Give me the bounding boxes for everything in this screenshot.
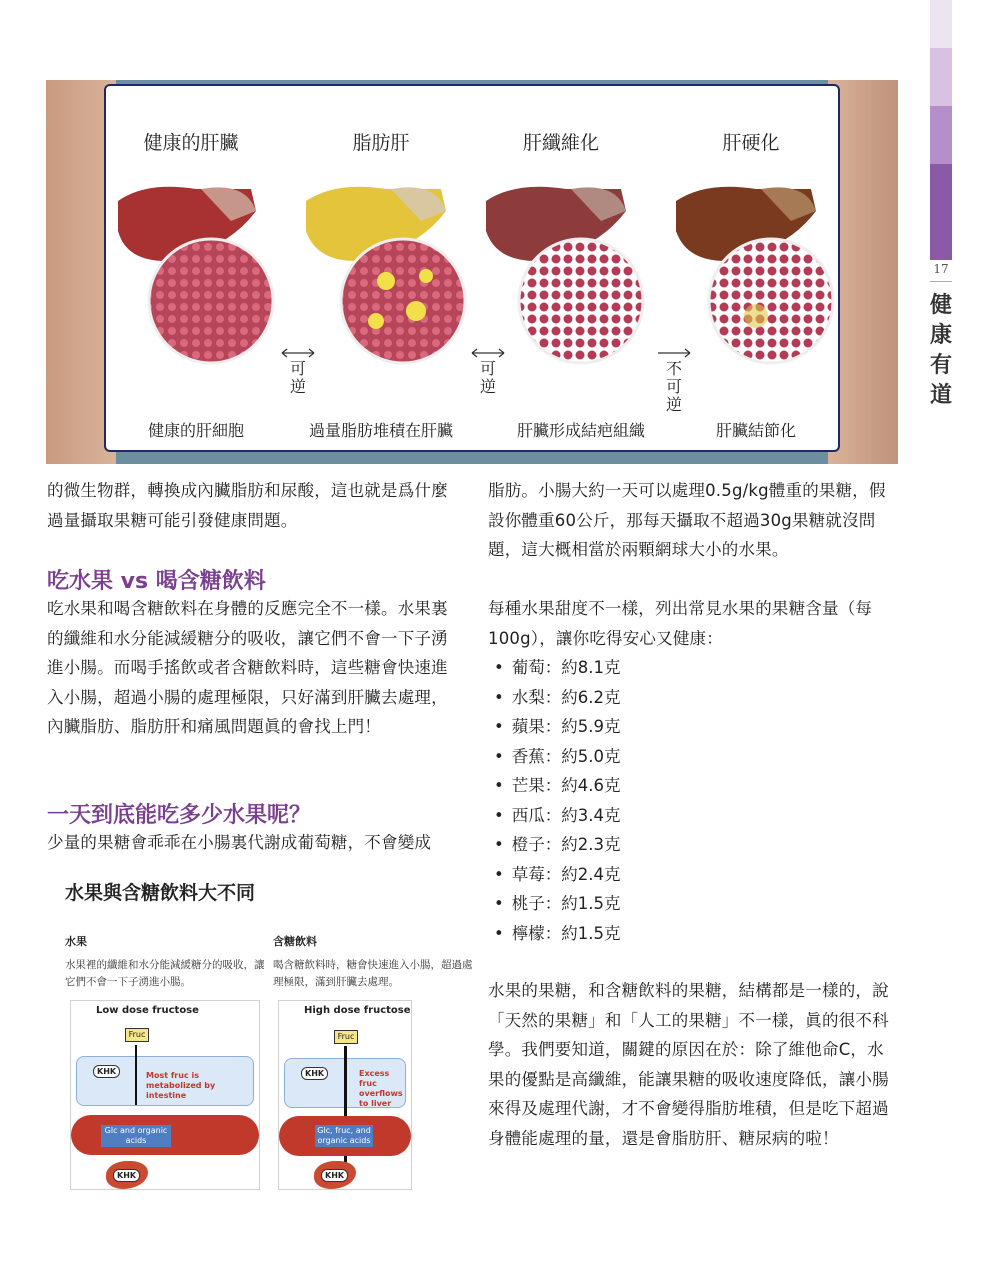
- fructose-list: [494, 653, 794, 948]
- tab-strip-1: [930, 0, 952, 48]
- flow-arrow: [344, 1046, 347, 1176]
- glc-label: Glc and organic acids: [101, 1125, 171, 1147]
- khk-label: KHK: [321, 1169, 348, 1182]
- fruit-text: 水果裡的纖維和水分能減緩糖分的吸收，讓它們不會一下子湧進小腸。: [65, 959, 265, 988]
- double-arrow-icon: [470, 348, 506, 358]
- fruc-label: Fruc: [334, 1030, 358, 1044]
- drink-heading: 含糖飲料: [273, 935, 317, 948]
- list-item: • 葡萄：約8.1克: [494, 653, 794, 683]
- stage-title-healthy: 健康的肝臟: [143, 132, 239, 154]
- list-item: • 蘋果：約5.9克: [494, 712, 794, 742]
- stage-caption: 健康的肝細胞: [147, 421, 244, 440]
- section-char: 有: [929, 352, 952, 378]
- liver-cirrhosis: [676, 187, 833, 363]
- khk-label: KHK: [113, 1169, 140, 1182]
- inset-title: 水果與含糖飲料大不同: [65, 882, 256, 904]
- paragraph-small-fructose: 少量的果糖會乖乖在小腸裏代謝成葡萄糖，不會變成: [47, 833, 432, 852]
- low-dose-diagram: [70, 1000, 260, 1190]
- stage-title-fatty: 脂肪肝: [352, 132, 410, 154]
- arrow-label: [478, 360, 498, 396]
- liver-fibrosis: [486, 187, 643, 363]
- paragraph-fruit-sweetness: 每種水果甜度不一樣，列出常見水果的果糖含量（每100g），讓你吃得安心又健康：: [488, 599, 873, 648]
- section-char: 道: [929, 382, 952, 408]
- list-item: • 桃子：約1.5克: [494, 889, 794, 919]
- arrow-char: 不: [665, 359, 682, 378]
- khk-label: KHK: [93, 1065, 120, 1078]
- section-char: 健: [929, 292, 952, 318]
- high-dose-diagram: [278, 1000, 412, 1190]
- arrow-char: 逆: [289, 377, 306, 396]
- diagram-title: High dose fructose: [304, 1005, 411, 1016]
- list-item: • 西瓜：約3.4克: [494, 801, 794, 831]
- page-number: 17: [930, 262, 952, 282]
- khk-label: KHK: [301, 1067, 328, 1080]
- liver-healthy: [118, 187, 273, 363]
- list-item: • 草莓：約2.4克: [494, 860, 794, 890]
- tab-strip-3: [930, 106, 952, 164]
- arrow-char: 逆: [479, 377, 496, 396]
- paragraph-fruit-vs-drink: 吃水果和喝含糖飲料在身體的反應完全不一樣。水果裏的纖維和水分能減緩糖分的吸收，讓它們不會一下子湧進小腸。而喝手搖飲或者含糖飲料時，這些糖會快速進入小腸，超過小腸的處理極限，只好滿到肝臟去處理，內臟脂肪、脂肪肝和痛風問題眞的會找上門！: [47, 599, 448, 736]
- list-item: • 香蕉：約5.0克: [494, 742, 794, 772]
- heading-fruit-vs-drink: 吃水果 vs 喝含糖飲料: [47, 569, 266, 594]
- stage-caption: 肝臟結節化: [715, 421, 796, 440]
- right-arrow-icon: [656, 348, 692, 358]
- list-item: • 芒果：約4.6克: [494, 771, 794, 801]
- list-item: • 橙子：約2.3克: [494, 830, 794, 860]
- arrow-label: [288, 360, 308, 396]
- fruit-heading: 水果: [65, 935, 87, 948]
- paragraph-daily-limit: 脂肪。小腸大約一天可以處理0.5g/kg體重的果糖，假設你體重60公斤，那每天攝取不超過30g果糖就沒問題，這大概相當於兩顆網球大小的水果。: [488, 481, 886, 559]
- arrow-char: 逆: [665, 395, 682, 414]
- stage-title-fibrosis: 肝纖維化: [522, 132, 599, 154]
- stage-title-cirrhosis: 肝硬化: [722, 132, 780, 154]
- arrow-char: 可: [479, 359, 496, 378]
- arrow-char: 可: [289, 359, 306, 378]
- drink-text: 喝含糖飲料時，糖會快速進入小腸，超過處理極限，滿到肝臟去處理。: [273, 959, 473, 988]
- section-char: 康: [929, 322, 952, 348]
- stage-caption: 肝臟形成結疤組織: [516, 421, 645, 440]
- flow-arrow: [135, 1045, 137, 1105]
- list-item: • 水梨：約6.2克: [494, 683, 794, 713]
- fruc-label: Fruc: [125, 1028, 149, 1042]
- arrow-label: [664, 360, 684, 414]
- glc-fruc-label: Glc, fruc, and organic acids: [315, 1125, 373, 1147]
- metabolized-label: Most fruc is metabolized by intestine: [146, 1071, 216, 1100]
- overflow-label: Excess fruc overflows to liver: [359, 1069, 403, 1108]
- heading-how-much-fruit: 一天到底能吃多少水果呢？: [47, 803, 312, 828]
- tab-strip-2: [930, 48, 952, 106]
- tab-strip-4: [930, 164, 952, 260]
- double-arrow-icon: [280, 348, 316, 358]
- liver-stages-panel: [104, 84, 840, 452]
- diagram-title: Low dose fructose: [96, 1005, 199, 1016]
- stage-caption: 過量脂肪堆積在肝臟: [308, 421, 453, 440]
- section-title: [929, 290, 953, 410]
- paragraph-conclusion: 水果的果糖，和含糖飲料的果糖，結構都是一樣的，說「天然的果糖」和「人工的果糖」不一樣，眞的很不科學。我們要知道，關鍵的原因在於：除了維他命C，水果的優點是高纖維，能讓果糖的吸收速度降低，讓小腸來得及處理代謝，才不會變得脂肪堆積，但是吃下超過身體能處理的量，還是會脂肪肝、糖尿病的啦！: [488, 981, 889, 1148]
- liver-fatty: [306, 187, 465, 363]
- list-item: • 檸檬：約1.5克: [494, 919, 794, 949]
- liver-stages-figure: [46, 80, 898, 464]
- paragraph-intro: 的微生物群，轉換成內臟脂肪和尿酸，這也就是爲什麼過量攝取果糖可能引發健康問題。: [47, 481, 448, 530]
- liver-illustrations: [106, 181, 838, 391]
- arrow-char: 可: [665, 377, 682, 396]
